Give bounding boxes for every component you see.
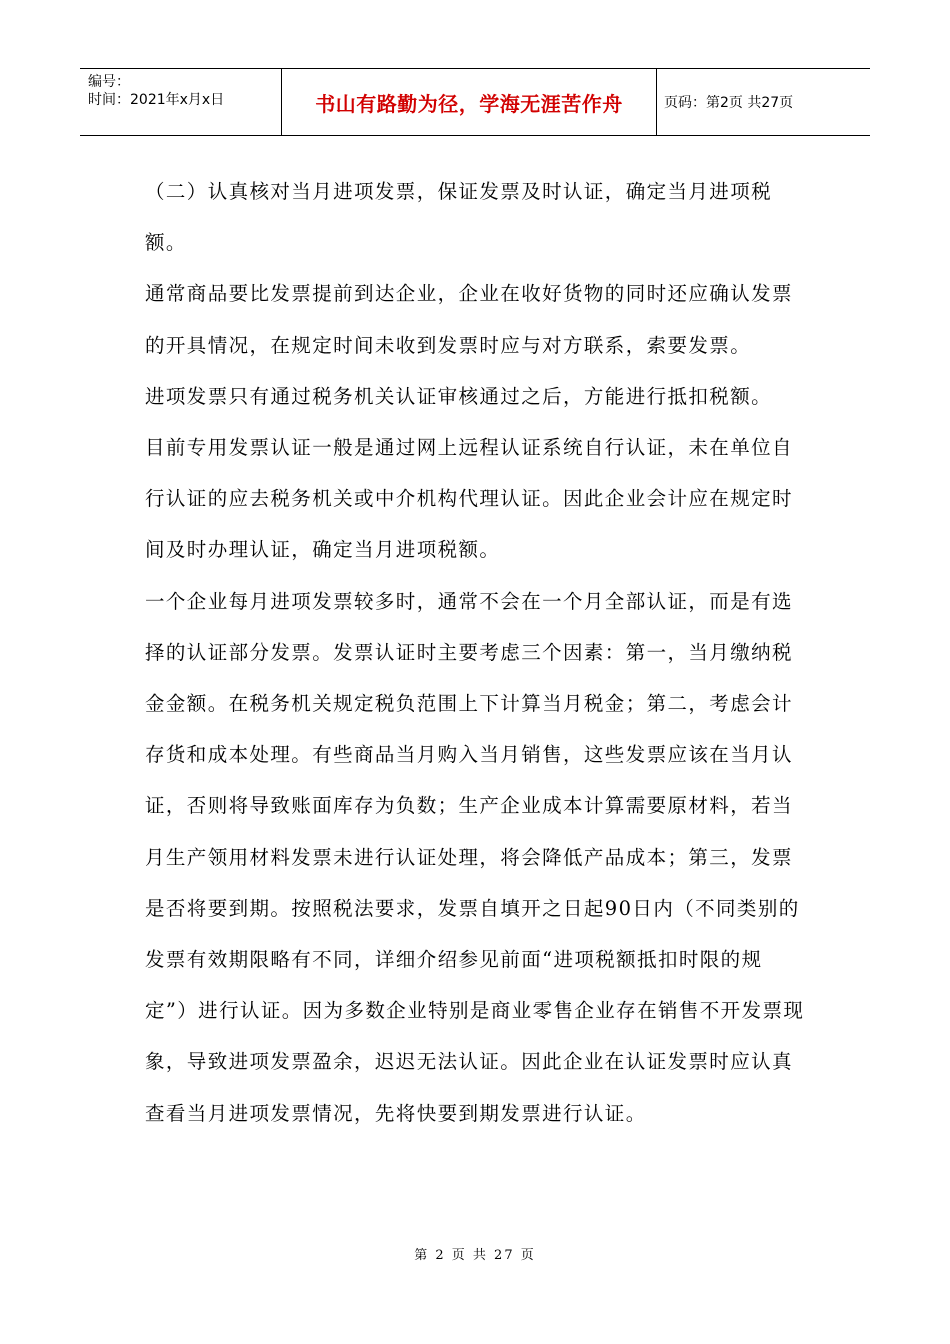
document-number-label: 编号：	[88, 74, 130, 90]
body-paragraph: 通常商品要比发票提前到达企业，企业在收好货物的同时还应确认发票的开具情况，在规定时间未收到发票时应与对方联系，索要发票。	[145, 282, 793, 357]
header-meta	[88, 73, 224, 109]
document-date: 时间：2021年x月x日	[88, 92, 225, 108]
body-paragraph: 进项发票只有通过税务机关认证审核通过之后，方能进行抵扣税额。	[145, 384, 773, 408]
page-header	[80, 68, 870, 136]
body-paragraph: 一个企业每月进项发票较多时，通常不会在一个月全部认证，而是有选择的认证部分发票。发票认证时主要考虑三个因素：第一，当月缴纳税金金额。在税务机关规定税负范围上下计算当月税金；第二，考虑会计存货和成本处理。有些商品当月购入当月销售，这些发票应该在当月认证，否则将导致账面库存为负数；生产企业成本计算需要原材料，若当月生产领用材料发票未进行认证处理，将会降低产品成本；第三，发票是否将要到期。按照税法要求，发票自填开之日起90日内（不同类别的发票有效期限略有不同，详细介绍参见前面“进项税额抵扣时限的规定”）进行认证。因为多数企业特别是商业零售企业存在销售不开发票现象，导致进项发票盈余，迟迟无法认证。因此企业在认证发票时应认真查看当月进项发票情况，先将快要到期发票进行认证。	[145, 589, 805, 1125]
header-divider	[656, 69, 657, 135]
section-heading: （二）认真核对当月进项发票，保证发票及时认证，确定当月进项税额。	[145, 180, 773, 255]
page-footer: 第 2 页 共 27 页	[414, 1248, 536, 1263]
document-body	[145, 166, 805, 1139]
header-page-info: 页码：第2页 共27页	[664, 95, 794, 111]
header-motto: 书山有路勤为径，学海无涯苦作舟	[315, 91, 623, 116]
body-paragraph: 目前专用发票认证一般是通过网上远程认证系统自行认证，未在单位自行认证的应去税务机关或中介机构代理认证。因此企业会计应在规定时间及时办理认证，确定当月进项税额。	[145, 436, 793, 562]
